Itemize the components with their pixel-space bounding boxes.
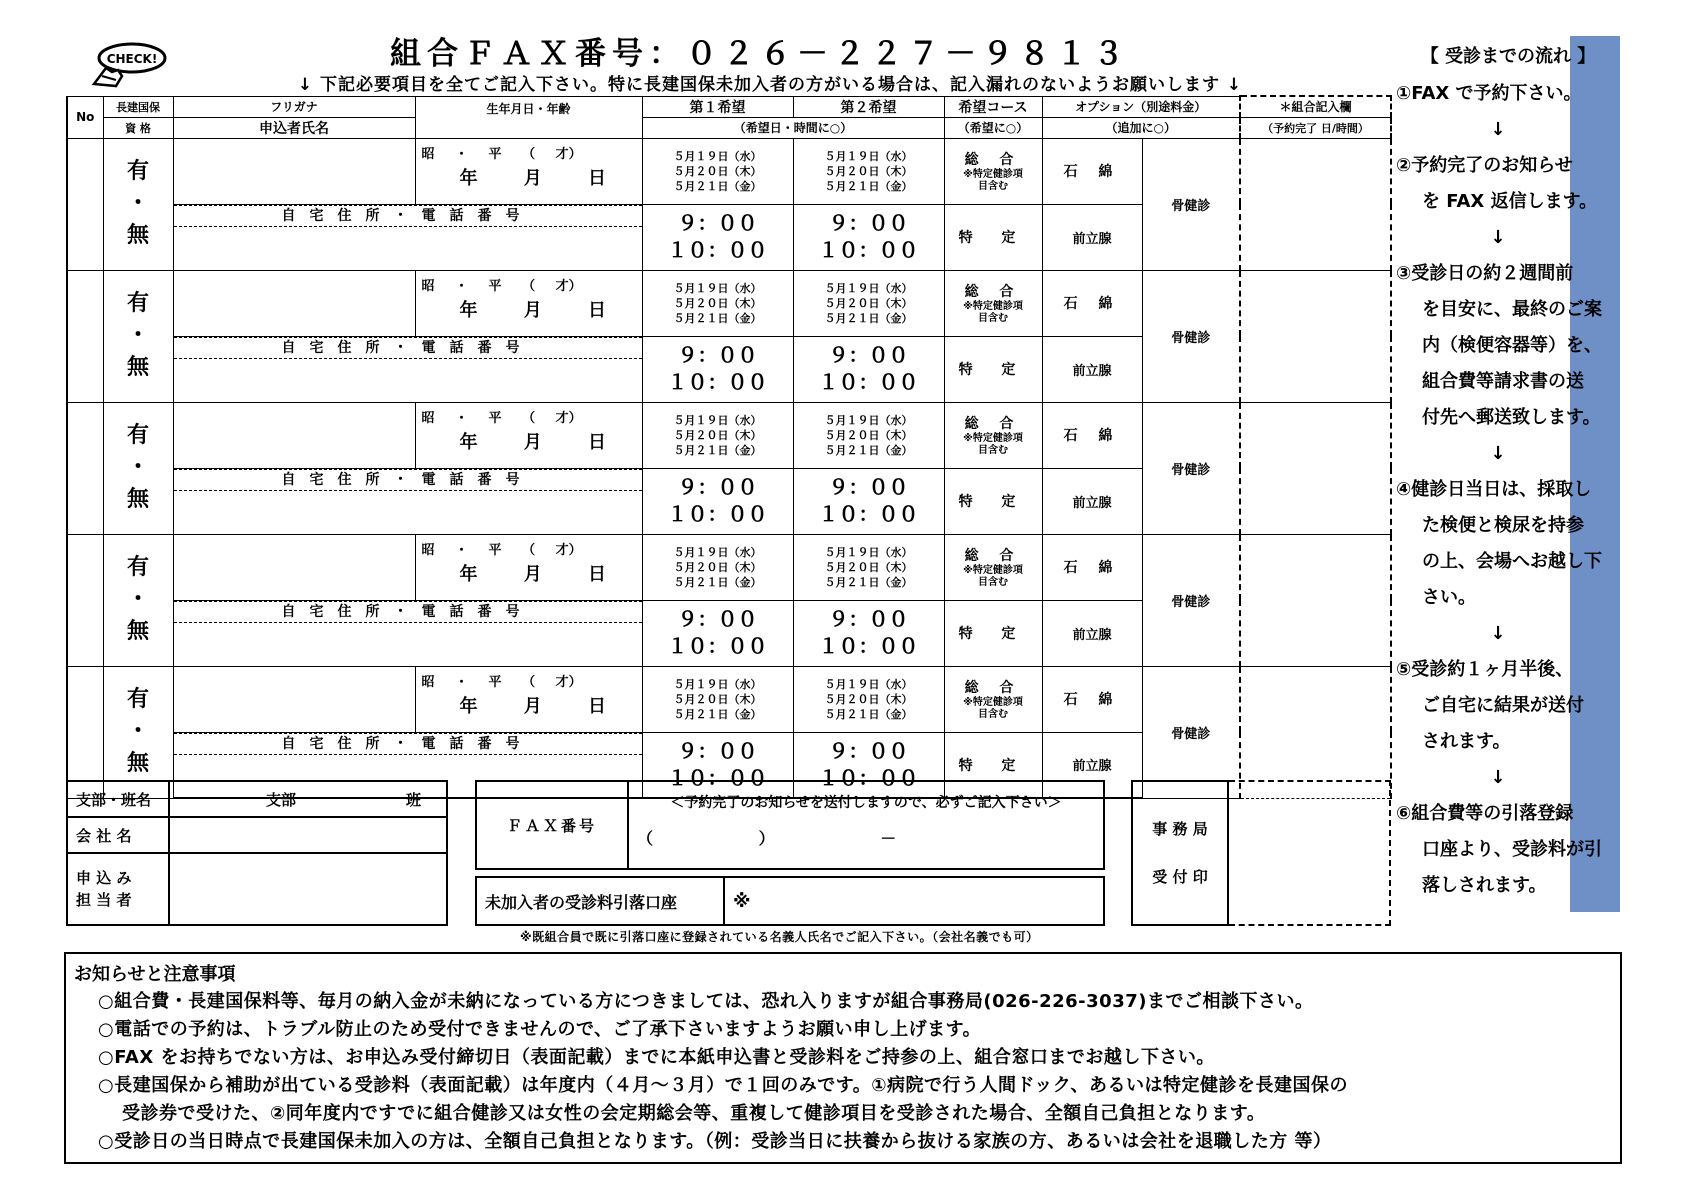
qualification-cell[interactable]: [103, 666, 173, 798]
qual-no[interactable]: 無: [126, 355, 149, 380]
time-option[interactable]: ９：００: [828, 738, 909, 763]
course-general[interactable]: [944, 138, 1042, 204]
header-union-note: （予約完了 日/時間）: [1240, 117, 1391, 138]
qual-dot: ・: [126, 191, 149, 216]
header-qualification-2: 資 格: [103, 117, 173, 138]
union-field: [1240, 402, 1391, 534]
birth-date: 年 月 日: [459, 695, 607, 717]
address-label: 自宅住所・電話番号: [174, 733, 642, 755]
birth-date: 年 月 日: [459, 431, 607, 453]
flow-step-3b: を目安に、最終のご案: [1422, 299, 1602, 320]
course-general[interactable]: [944, 270, 1042, 336]
date-option[interactable]: ５月２０日（木）: [673, 428, 762, 442]
flow-step-4d: さい。: [1422, 587, 1476, 608]
second-choice-times[interactable]: [793, 336, 944, 402]
course-general-label: 総 合: [964, 284, 1022, 300]
notice-line-1: ○組合費・長建国保料等、毎月の納入金が未納になっている方につきましては、恐れ入りますが組合事務局(026-226-3037)までご相談下さい。: [98, 991, 1314, 1012]
notice-line-4: ○長建国保から補助が出ている受診料（表面記載）は年度内（４月～３月）で１回のみです。①病院で行う人間ドック、あるいは特定健診を長建国保の: [98, 1075, 1349, 1096]
fax-field[interactable]: [628, 781, 1104, 869]
flow-step-5a: ⑤受診約１ヶ月半後、: [1396, 659, 1574, 680]
first-choice-dates[interactable]: [642, 138, 793, 204]
date-option[interactable]: ５月２０日（木）: [673, 692, 762, 706]
applicant-label-b: 担 当 者: [76, 891, 132, 909]
qual-no[interactable]: 無: [126, 223, 149, 248]
date-option[interactable]: ５月２１日（金）: [673, 707, 762, 721]
option-prostate[interactable]: 前立腺: [1042, 336, 1142, 402]
address-label: 自宅住所・電話番号: [174, 469, 642, 491]
date-option[interactable]: ５月２０日（木）: [824, 296, 913, 310]
row-number-cell: [67, 270, 103, 402]
logo-text: CHECK!: [106, 52, 158, 66]
instruction-text: ↓ 下記必要項目を全てご記入下さい。特に長建国保未加入者の方がいる場合は、記入漏れのないようお願いします ↓: [297, 75, 1243, 95]
row-number-cell: [67, 666, 103, 798]
qual-no[interactable]: 無: [126, 751, 149, 776]
birth-era: 昭 ・ 平 （ 才）: [421, 146, 582, 162]
option-asbestos[interactable]: 石 綿: [1042, 534, 1142, 600]
date-option[interactable]: ５月２１日（金）: [673, 575, 762, 589]
course-specific[interactable]: 特 定: [944, 600, 1042, 666]
second-choice-times[interactable]: [793, 600, 944, 666]
row-number-cell: [67, 402, 103, 534]
flow-step-1: ①FAX で予約下さい。: [1396, 83, 1582, 104]
birth-era: 昭 ・ 平 （ 才）: [421, 278, 582, 294]
option-asbestos[interactable]: 石 綿: [1042, 270, 1142, 336]
course-general-note: 目含む: [978, 709, 1008, 720]
flow-title: 【 受診までの流れ 】: [1420, 46, 1596, 67]
course-general-label: 総 合: [964, 680, 1022, 696]
flow-arrow: ↓: [1490, 443, 1506, 464]
application-table: [66, 95, 1390, 790]
company-field[interactable]: [169, 817, 447, 853]
account-field[interactable]: [724, 877, 1104, 925]
flow-arrow: ↓: [1490, 623, 1506, 644]
qual-yes[interactable]: 有: [126, 423, 149, 448]
time-option[interactable]: ９：００: [677, 738, 758, 763]
union-field: [1240, 270, 1391, 402]
date-option[interactable]: ５月１９日（水）: [673, 149, 762, 163]
name-field[interactable]: [173, 666, 415, 732]
flow-step-6b: 口座より、受診料が引: [1422, 839, 1602, 860]
union-field: [1240, 534, 1391, 666]
office-stamp-field: [1228, 781, 1390, 925]
course-specific[interactable]: 特 定: [944, 336, 1042, 402]
header-course-note: （希望に○）: [944, 117, 1042, 138]
union-field: [1240, 138, 1391, 270]
birth-era: 昭 ・ 平 （ 才）: [421, 542, 582, 558]
notice-line-2: ○電話での予約は、トラブル防止のため受付できませんので、ご了承下さいますようお願い申し上げます。: [98, 1019, 982, 1040]
office-label-1: 事 務 局: [1152, 820, 1208, 838]
birth-era: 昭 ・ 平 （ 才）: [421, 674, 582, 690]
option-asbestos[interactable]: 石 綿: [1042, 402, 1142, 468]
date-option[interactable]: ５月２０日（木）: [824, 560, 913, 574]
date-option[interactable]: ５月１９日（水）: [824, 677, 913, 691]
course-general-note: 目含む: [978, 577, 1008, 588]
date-option[interactable]: ５月２１日（金）: [673, 179, 762, 193]
date-option[interactable]: ５月１９日（水）: [673, 281, 762, 295]
company-label: 会 社 名: [67, 817, 169, 853]
fax-block: [475, 780, 1105, 870]
time-option[interactable]: ９：００: [677, 343, 758, 367]
birth-date: 年 月 日: [459, 167, 607, 189]
header-pref-note: （希望日・時間に○）: [642, 117, 944, 138]
qual-dot: ・: [126, 455, 149, 480]
date-option[interactable]: ５月１９日（水）: [824, 149, 913, 163]
date-option[interactable]: ５月２１日（金）: [824, 707, 913, 721]
option-asbestos[interactable]: 石 綿: [1042, 666, 1142, 732]
time-option[interactable]: ９：００: [677, 211, 758, 235]
flow-step-4c: の上、会場へお越し下: [1422, 551, 1602, 572]
branch-info-block: [66, 780, 448, 926]
first-choice-dates[interactable]: [642, 402, 793, 468]
course-general-note: 目含む: [978, 313, 1008, 324]
birth-field[interactable]: [415, 138, 642, 204]
course-specific[interactable]: 特 定: [944, 204, 1042, 270]
name-field[interactable]: [173, 270, 415, 336]
row-number-cell: [67, 138, 103, 270]
date-option[interactable]: ５月２０日（木）: [824, 692, 913, 706]
fax-label: ＦＡＸ番号: [476, 781, 628, 869]
address-label: 自宅住所・電話番号: [174, 601, 642, 623]
option-bone[interactable]: 骨健診: [1142, 270, 1240, 402]
flow-step-3e: 付先へ郵送致します。: [1422, 407, 1601, 428]
header-option-note: （追加に○）: [1042, 117, 1240, 138]
date-option[interactable]: ５月２１日（金）: [824, 443, 913, 457]
second-choice-dates[interactable]: [793, 402, 944, 468]
birth-field[interactable]: [415, 270, 642, 336]
address-field[interactable]: [173, 468, 642, 534]
course-specific[interactable]: 特 定: [944, 732, 1042, 798]
time-option[interactable]: １０：００: [667, 634, 768, 658]
header-name: 申込者氏名: [173, 117, 415, 138]
birth-field[interactable]: [415, 666, 642, 732]
office-label-2: 受 付 印: [1152, 868, 1208, 886]
course-general-label: 総 合: [964, 152, 1022, 168]
time-option[interactable]: １０：００: [818, 502, 919, 526]
course-general-note: ※特定健診項: [963, 433, 1023, 444]
flow-arrow: ↓: [1490, 119, 1506, 140]
fax-note: ＜予約完了のお知らせを送付しますので、必ずご記入下さい＞: [670, 795, 1062, 811]
flow-step-3d: 組合費等請求書の送: [1422, 371, 1584, 392]
date-option[interactable]: ５月２０日（木）: [824, 428, 913, 442]
option-prostate[interactable]: 前立腺: [1042, 600, 1142, 666]
flow-step-2a: ②予約完了のお知らせ: [1396, 155, 1573, 176]
second-choice-dates[interactable]: [793, 138, 944, 204]
first-choice-times[interactable]: [642, 600, 793, 666]
header-birth: 生年月日・年齢: [415, 96, 642, 138]
course-general[interactable]: [944, 534, 1042, 600]
qual-no[interactable]: 無: [126, 487, 149, 512]
course-general[interactable]: [944, 402, 1042, 468]
birth-date: 年 月 日: [459, 563, 607, 585]
header-course: 希望コース: [944, 96, 1042, 117]
second-choice-dates[interactable]: [793, 270, 944, 336]
header-first-choice: 第１希望: [642, 96, 793, 117]
date-option[interactable]: ５月１９日（水）: [824, 281, 913, 295]
notice-title: お知らせと注意事項: [74, 964, 236, 985]
flow-step-6c: 落しされます。: [1422, 875, 1547, 896]
notice-line-6: ○受診日の当日時点で長建国保未加入の方は、全額自己負担となります。（例：受診当日に扶養から抜ける家族の方、あるいは会社を退職した方 等）: [98, 1131, 1332, 1152]
header-no: No: [67, 96, 103, 138]
office-stamp-block: [1131, 780, 1391, 926]
date-option[interactable]: ５月２０日（木）: [824, 164, 913, 178]
second-choice-dates[interactable]: [793, 534, 944, 600]
time-option[interactable]: １０：００: [667, 765, 768, 790]
time-option[interactable]: １０：００: [818, 370, 919, 394]
option-asbestos[interactable]: 石 綿: [1042, 138, 1142, 204]
address-label: 自宅住所・電話番号: [174, 337, 642, 359]
birth-field[interactable]: [415, 402, 642, 468]
flow-arrow: ↓: [1490, 227, 1506, 248]
flow-step-5c: されます。: [1422, 731, 1511, 752]
birth-date: 年 月 日: [459, 299, 607, 321]
course-general-note: ※特定健診項: [963, 697, 1023, 708]
first-choice-times[interactable]: [642, 204, 793, 270]
course-general-note: ※特定健診項: [963, 301, 1023, 312]
first-choice-dates[interactable]: [642, 270, 793, 336]
option-bone[interactable]: 骨健診: [1142, 666, 1240, 798]
date-option[interactable]: ５月２０日（木）: [673, 560, 762, 574]
notice-box: [64, 952, 1622, 1164]
qualification-cell[interactable]: [103, 534, 173, 666]
qual-yes[interactable]: 有: [126, 291, 149, 316]
time-option[interactable]: １０：００: [818, 634, 919, 658]
page-title: 組合ＦＡＸ番号：０２６－２２７－９８１３: [390, 36, 1130, 72]
date-option[interactable]: ５月２０日（木）: [673, 296, 762, 310]
applicant-field[interactable]: [169, 853, 447, 925]
course-general[interactable]: [944, 666, 1042, 732]
qualification-cell[interactable]: [103, 402, 173, 534]
flow-arrow: ↓: [1490, 767, 1506, 788]
address-field[interactable]: [173, 600, 642, 666]
second-choice-times[interactable]: [793, 468, 944, 534]
date-option[interactable]: ５月２０日（木）: [673, 164, 762, 178]
account-mark: ※: [733, 890, 751, 912]
qual-yes[interactable]: 有: [126, 159, 149, 184]
union-field: [1240, 666, 1391, 798]
header-option: オプション（別途料金）: [1042, 96, 1240, 117]
option-prostate[interactable]: 前立腺: [1042, 732, 1142, 798]
name-field[interactable]: [173, 402, 415, 468]
time-option[interactable]: １０：００: [818, 765, 919, 790]
branch-field[interactable]: [169, 781, 447, 817]
notice-line-3: ○FAX をお持ちでない方は、お申込み受付締切日（表面記載）までに本紙申込書と受診料をご持参の上、組合窓口までお越し下さい。: [98, 1047, 1215, 1068]
fax-paren-close: ）: [758, 829, 775, 848]
time-option[interactable]: ９：００: [677, 607, 758, 631]
name-field[interactable]: [173, 138, 415, 204]
time-option[interactable]: ９：００: [828, 343, 909, 367]
date-option[interactable]: ５月１９日（水）: [673, 413, 762, 427]
time-option[interactable]: ９：００: [828, 211, 909, 235]
course-general-note: ※特定健診項: [963, 565, 1023, 576]
account-label: 未加入者の受診料引落口座: [476, 877, 724, 925]
flow-step-5b: ご自宅に結果が送付: [1422, 695, 1584, 716]
header-second-choice: 第２希望: [793, 96, 944, 117]
course-general-note: 目含む: [978, 181, 1008, 192]
qual-dot: ・: [126, 323, 149, 348]
option-prostate[interactable]: 前立腺: [1042, 468, 1142, 534]
first-choice-times[interactable]: [642, 336, 793, 402]
flow-step-4a: ④健診日当日は、採取し: [1396, 479, 1592, 500]
option-prostate[interactable]: 前立腺: [1042, 204, 1142, 270]
date-option[interactable]: ５月２１日（金）: [824, 311, 913, 325]
second-choice-dates[interactable]: [793, 666, 944, 732]
qualification-cell[interactable]: [103, 138, 173, 270]
fax-paren-open: （: [637, 829, 654, 848]
date-option[interactable]: ５月１９日（水）: [673, 677, 762, 691]
fax-dash: －: [880, 829, 897, 848]
date-option[interactable]: ５月１９日（水）: [824, 545, 913, 559]
qual-no[interactable]: 無: [126, 619, 149, 644]
course-general-label: 総 合: [964, 548, 1022, 564]
time-option[interactable]: ９：００: [828, 475, 909, 499]
account-note: ※既組合員で既に引落口座に登録されている名義人氏名でご記入下さい。（会社名義でも可）: [520, 930, 1039, 944]
qual-yes[interactable]: 有: [126, 555, 149, 580]
first-choice-dates[interactable]: [642, 534, 793, 600]
course-general-note: ※特定健診項: [963, 169, 1023, 180]
option-bone[interactable]: 骨健診: [1142, 534, 1240, 666]
date-option[interactable]: ５月１９日（水）: [824, 413, 913, 427]
time-option[interactable]: １０：００: [667, 370, 768, 394]
time-option[interactable]: １０：００: [818, 238, 919, 262]
branch-suffix: 支部: [266, 790, 297, 809]
time-option[interactable]: ９：００: [828, 607, 909, 631]
date-option[interactable]: ５月１９日（水）: [673, 545, 762, 559]
address-field[interactable]: [173, 336, 642, 402]
date-option[interactable]: ５月２１日（金）: [824, 575, 913, 589]
course-specific[interactable]: 特 定: [944, 468, 1042, 534]
second-choice-times[interactable]: [793, 204, 944, 270]
time-option[interactable]: １０：００: [667, 502, 768, 526]
applicant-label-a: 申 込 み: [76, 869, 132, 887]
course-general-label: 総 合: [964, 416, 1022, 432]
date-option[interactable]: ５月２１日（金）: [673, 311, 762, 325]
flow-step-2b: を FAX 返信します。: [1422, 191, 1598, 212]
flow-step-3c: 内（検便容器等）を、: [1422, 335, 1602, 356]
date-option[interactable]: ５月２１日（金）: [673, 443, 762, 457]
header-union: ＊組合記入欄: [1240, 96, 1391, 117]
first-choice-times[interactable]: [642, 468, 793, 534]
header-kana: フリガナ: [173, 96, 415, 117]
group-suffix: 班: [406, 790, 422, 809]
date-option[interactable]: ５月２１日（金）: [824, 179, 913, 193]
branch-label: 支部・班名: [67, 781, 169, 817]
flow-panel: [1396, 42, 1620, 904]
birth-field[interactable]: [415, 534, 642, 600]
flow-step-3a: ③受診日の約２週間前: [1396, 263, 1574, 284]
flow-step-4b: た検便と検尿を持参: [1422, 515, 1584, 536]
option-bone[interactable]: 骨健診: [1142, 402, 1240, 534]
first-choice-dates[interactable]: [642, 666, 793, 732]
birth-era: 昭 ・ 平 （ 才）: [421, 410, 582, 426]
name-field[interactable]: [173, 534, 415, 600]
notice-line-5: 受診券で受けた、②同年度内ですでに組合健診又は女性の会定期総会等、重複して健診項目を受診された場合、全額自己負担となります。: [122, 1103, 1266, 1124]
option-bone[interactable]: 骨健診: [1142, 138, 1240, 270]
qual-yes[interactable]: 有: [126, 687, 149, 712]
address-label: 自宅住所・電話番号: [174, 205, 642, 227]
qual-dot: ・: [126, 587, 149, 612]
time-option[interactable]: ９：００: [677, 475, 758, 499]
address-field[interactable]: [173, 204, 642, 270]
flow-step-6a: ⑥組合費等の引落登録: [1396, 803, 1574, 824]
course-general-note: 目含む: [978, 445, 1008, 456]
qualification-cell[interactable]: [103, 270, 173, 402]
row-number-cell: [67, 534, 103, 666]
time-option[interactable]: １０：００: [667, 238, 768, 262]
qual-dot: ・: [126, 719, 149, 744]
header-qualification: 長建国保: [103, 96, 173, 117]
account-block: [475, 876, 1105, 926]
